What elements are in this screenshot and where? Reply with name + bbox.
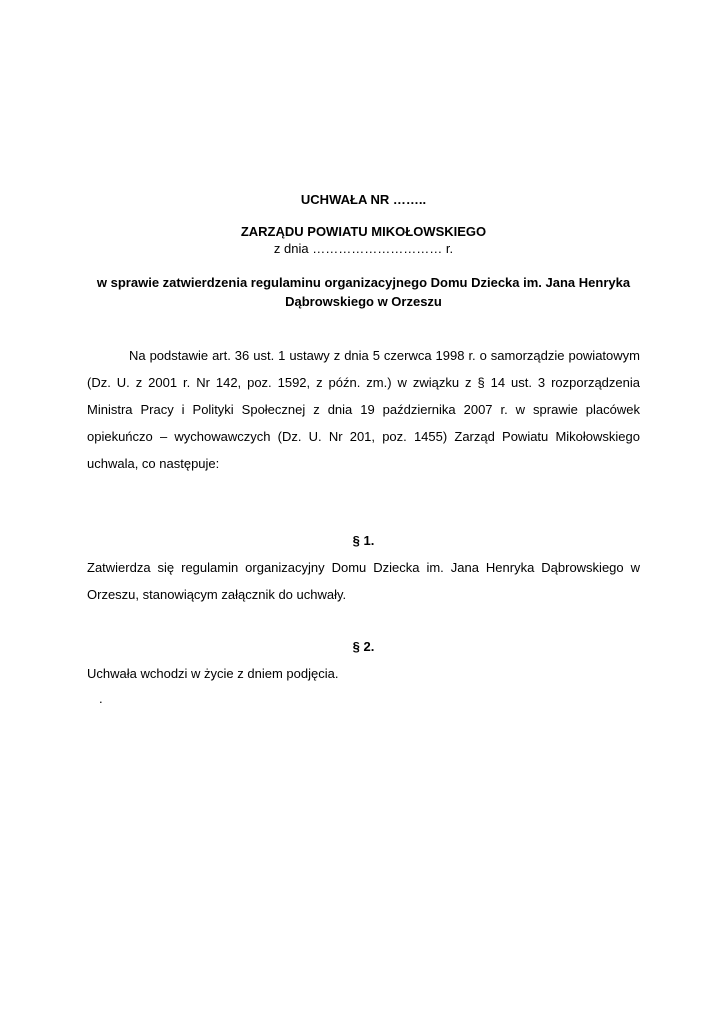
resolution-title: UCHWAŁA NR …….. — [300, 192, 427, 207]
section-1-text: Zatwierdza się regulamin organizacyjny Domu Dziecka im. Jana Henryka Dąbrowskiego w Orzeszu, stanowiącym załącznik do uchwały. — [87, 560, 640, 602]
trailing-dot: . — [99, 691, 103, 706]
section-2-heading: § 2. — [352, 639, 375, 654]
resolution-date: z dnia ………………………… r. — [273, 241, 454, 256]
resolution-subject: w sprawie zatwierdzenia regulaminu organizacyjnego Domu Dziecka im. Jana Henryka Dąbrowskiego w Orzeszu — [96, 275, 631, 309]
section-1-heading: § 1. — [352, 533, 375, 548]
section-2-text: Uchwała wchodzi w życie z dniem podjęcia. — [87, 666, 339, 681]
legal-basis-paragraph: Na podstawie art. 36 ust. 1 ustawy z dnia 5 czerwca 1998 r. o samorządzie powiatowym (Dz. U. z 2001 r. Nr 142, poz. 1592, z późn. zm.) w związku z § 14 ust. 3 rozporządzenia Ministra Pracy i Polityki Społecznej z dnia 19 października 2007 r. w sprawie placówek opiekuńczo – wychowawczych (Dz. U. Nr 201, poz. 1455) Zarząd Powiatu Mikołowskiego uchwala, co następuje: — [87, 348, 640, 471]
board-name: ZARZĄDU POWIATU MIKOŁOWSKIEGO — [240, 224, 487, 239]
